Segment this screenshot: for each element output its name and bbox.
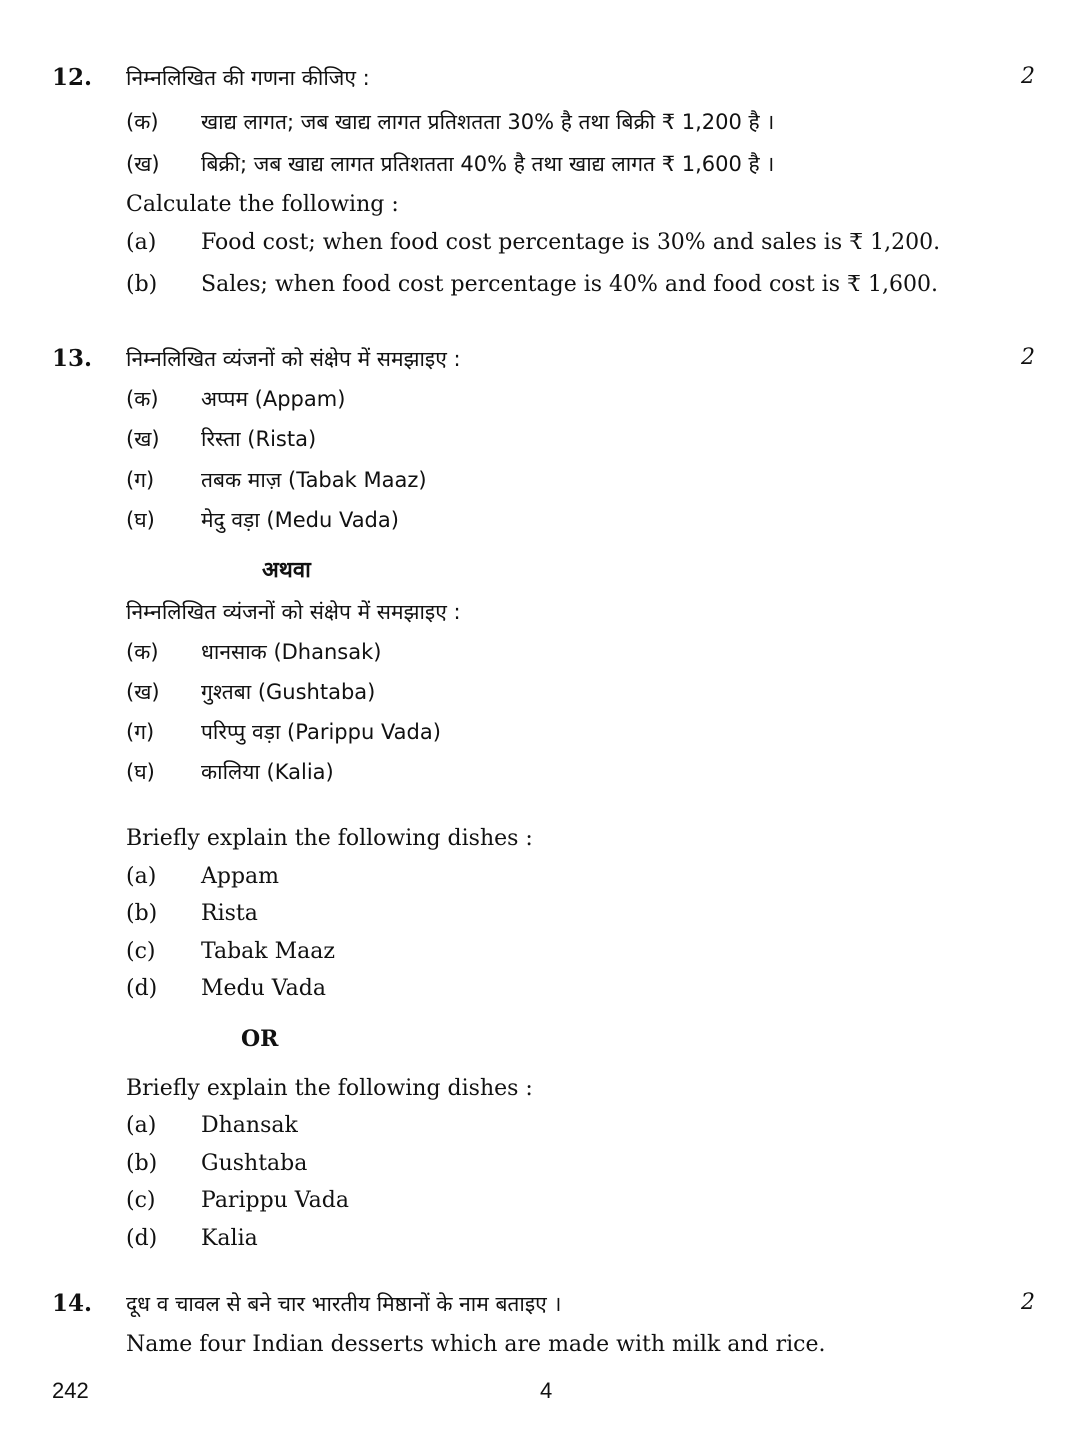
option-text: रिस्ता (Rista): [201, 427, 317, 451]
option-text: मेदु वड़ा (Medu Vada): [201, 508, 399, 532]
option-text: Gushtaba: [201, 1151, 308, 1176]
option-text: Medu Vada: [201, 976, 326, 1001]
option-label: (घ): [126, 508, 155, 532]
hindi-option: [126, 506, 399, 534]
hindi-option: [126, 466, 427, 494]
option-text: कालिया (Kalia): [201, 760, 334, 784]
option-text: धानसाक (Dhansak): [201, 640, 382, 664]
option-label: (घ): [126, 760, 155, 784]
option-text: Parippu Vada: [201, 1188, 349, 1213]
question-stem-hindi: निम्नलिखित की गणना कीजिए :: [126, 66, 370, 90]
english-option: [126, 1113, 298, 1138]
option-text: अप्पम (Appam): [201, 387, 346, 411]
english-option: [126, 230, 940, 255]
option-text: Rista: [201, 901, 258, 926]
question-stem-english: Name four Indian desserts which are made with milk and rice.: [126, 1332, 826, 1357]
option-text: गुश्तबा (Gushtaba): [201, 680, 376, 704]
hindi-option: [126, 150, 774, 178]
hindi-option: [126, 718, 441, 746]
option-text: Tabak Maaz: [201, 939, 335, 964]
option-label: (c): [126, 1188, 156, 1213]
option-text: Dhansak: [201, 1113, 298, 1138]
question-number: 14.: [52, 1290, 93, 1317]
hindi-option: [126, 758, 334, 786]
question-stem-english: Calculate the following :: [126, 192, 399, 217]
question-stem-english: Briefly explain the following dishes :: [126, 826, 533, 851]
question-stem-english: Briefly explain the following dishes :: [126, 1076, 533, 1101]
option-label: (ग): [126, 720, 155, 744]
option-text: Kalia: [201, 1226, 258, 1251]
option-label: (a): [126, 1113, 157, 1138]
question-marks: 2: [1021, 345, 1035, 370]
option-text: परिप्पु वड़ा (Parippu Vada): [201, 720, 441, 744]
option-label: (b): [126, 1151, 158, 1176]
hindi-option: [126, 385, 345, 413]
question-number: 12.: [52, 64, 93, 91]
hindi-option: [126, 678, 375, 706]
option-label: (b): [126, 272, 158, 297]
option-label: (क): [126, 640, 159, 664]
english-option: [126, 976, 326, 1001]
option-text: बिक्री; जब खाद्य लागत प्रतिशतता 40% है तथा खाद्य लागत ₹ 1,600 है ।: [201, 152, 775, 176]
question-stem-hindi: दूध व चावल से बने चार भारतीय मिष्ठानों के नाम बताइए ।: [126, 1292, 562, 1316]
option-label: (ख): [126, 680, 160, 704]
option-text: Appam: [201, 864, 280, 889]
option-text: तबक माज़ (Tabak Maaz): [201, 468, 427, 492]
option-label: (c): [126, 939, 156, 964]
english-option: [126, 1226, 258, 1251]
option-label: (a): [126, 230, 157, 255]
option-label: (d): [126, 1226, 158, 1251]
option-label: (क): [126, 387, 159, 411]
hindi-option: [126, 108, 774, 136]
question-number: 13.: [52, 345, 93, 372]
option-label: (ग): [126, 468, 155, 492]
option-text: खाद्य लागत; जब खाद्य लागत प्रतिशतता 30% है तथा बिक्री ₹ 1,200 है ।: [201, 110, 775, 134]
english-option: [126, 939, 335, 964]
hindi-option: [126, 638, 381, 666]
option-label: (b): [126, 901, 158, 926]
question-marks: 2: [1021, 64, 1035, 89]
english-option: [126, 272, 938, 297]
english-option: [126, 864, 279, 889]
hindi-option: [126, 425, 316, 453]
question-marks: 2: [1021, 1290, 1035, 1315]
option-label: (ख): [126, 427, 160, 451]
option-label: (क): [126, 110, 159, 134]
option-text: Food cost; when food cost percentage is 30% and sales is ₹ 1,200.: [201, 230, 941, 255]
option-text: Sales; when food cost percentage is 40% and food cost is ₹ 1,600.: [201, 272, 938, 297]
english-option: [126, 1188, 349, 1213]
english-option: [126, 1151, 307, 1176]
question-stem-hindi: निम्नलिखित व्यंजनों को संक्षेप में समझाइए :: [126, 600, 461, 624]
question-stem-hindi: निम्नलिखित व्यंजनों को संक्षेप में समझाइए :: [126, 347, 461, 371]
english-option: [126, 901, 258, 926]
or-separator-english: OR: [241, 1026, 279, 1052]
paper-code: 242: [52, 1378, 89, 1403]
option-label: (d): [126, 976, 158, 1001]
option-label: (a): [126, 864, 157, 889]
page-number: 4: [540, 1378, 553, 1403]
or-separator-hindi: अथवा: [262, 558, 311, 583]
option-label: (ख): [126, 152, 160, 176]
